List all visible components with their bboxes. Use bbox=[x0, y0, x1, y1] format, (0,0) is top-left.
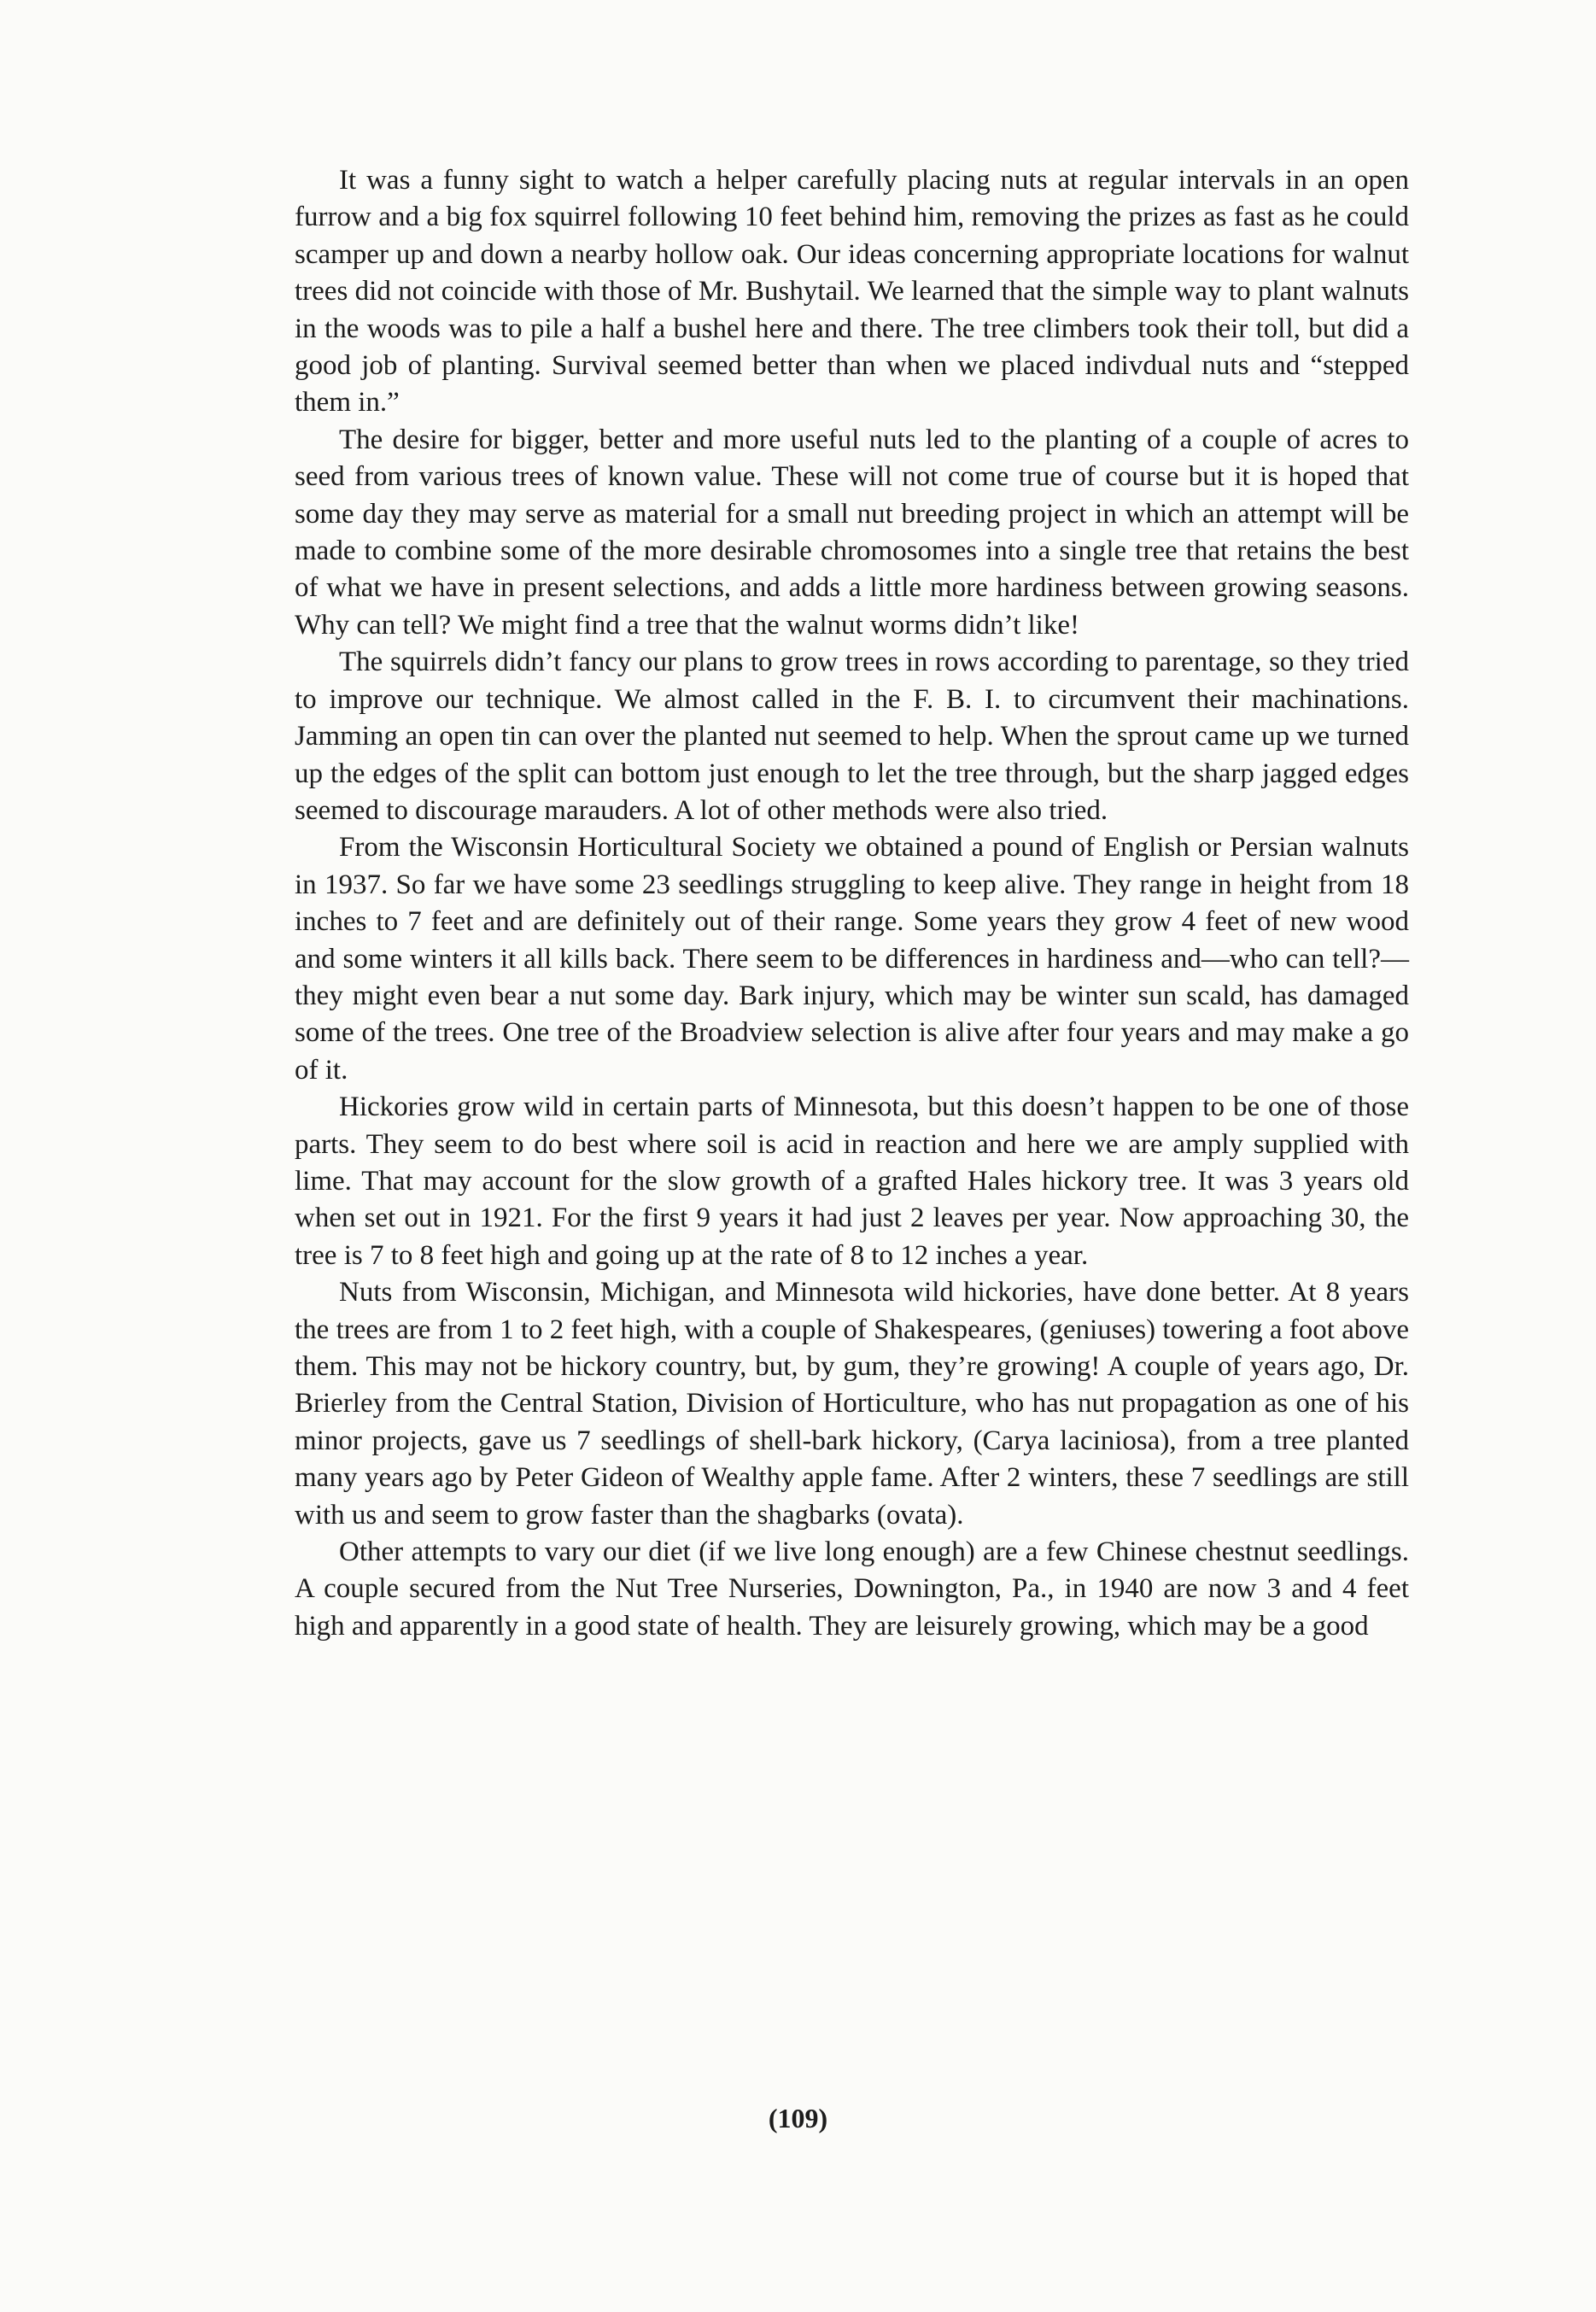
paragraph-chinese-chestnuts: Other attempts to vary our diet (if we live long enough) are a few Chinese chestnut seedlings. A couple secured from the Nut Tree Nurseries, Downington, Pa., in 1940 are now 3 and 4 feet high and apparently in a good state of health. They are leisurely growing, which may be a good bbox=[295, 1536, 1409, 1642]
paragraph-nut-breeding: The desire for bigger, better and more useful nuts led to the planting of a couple of acres to seed from various trees of known value. These will not come true of course but it is hoped that some day they may serve as material for a small nut breeding project in which an attempt will be made to combine some of the more desirable chromosomes into a single tree that retains the best of what we have in present selections, and adds a little more hardiness between growing seasons. Why can tell? We might find a tree that the walnut worms didn’t like! bbox=[295, 424, 1409, 641]
page-number: (109) bbox=[768, 2103, 828, 2133]
paragraph-squirrel-planting: It was a funny sight to watch a helper carefully placing nuts at regular intervals in an open furrow and a big fox squirrel following 10 feet behind him, removing the prizes as fast as he could scamper up and down a nearby hollow oak. Our ideas concerning appropriate locations for walnut trees did not coincide with those of Mr. Bushytail. We learned that the simple way to plant walnuts in the woods was to pile a half a bushel here and there. The tree climbers took their toll, but did a good job of planting. Survival seemed better than when we placed indivdual nuts and “stepped them in.” bbox=[295, 165, 1409, 419]
paragraph-tin-can-technique: The squirrels didn’t fancy our plans to grow trees in rows according to parentage, so they tried to improve our technique. We almost called in the F. B. I. to circumvent their machinations. Jamming an open tin can over the planted nut seemed to help. When the sprout came up we turned up the edges of the split can bottom just enough to let the tree through, but the sharp jagged edges seemed to discourage marauders. A lot of other methods were also tried. bbox=[295, 647, 1409, 826]
paragraph-hickories: Hickories grow wild in certain parts of Minnesota, but this doesn’t happen to be one of those parts. They seem to do best where soil is acid in reaction and here we are amply supplied with lime. That may account for the slow growth of a grafted Hales hickory tree. It was 3 years old when set out in 1921. For the first 9 years it had just 2 leaves per year. Now approaching 30, the tree is 7 to 8 feet high and going up at the rate of 8 to 12 inches a year. bbox=[295, 1092, 1409, 1271]
paragraph-persian-walnuts: From the Wisconsin Horticultural Society we obtained a pound of English or Persian walnuts in 1937. So far we have some 23 seedlings struggling to keep alive. They range in height from 18 inches to 7 feet and are definitely out of their range. Some years they grow 4 feet of new wood and some winters it all kills back. There seem to be differences in hardiness and—who can tell?—they might even bear a nut some day. Bark injury, which may be winter sun scald, has damaged some of the trees. One tree of the Broadview selection is alive after four years and may make a go of it. bbox=[295, 832, 1409, 1086]
body-text bbox=[295, 162, 1409, 1645]
paragraph-wild-hickories: Nuts from Wisconsin, Michigan, and Minnesota wild hickories, have done better. At 8 years the trees are from 1 to 2 feet high, with a couple of Shakespeares, (geniuses) towering a foot above them. This may not be hickory country, but, by gum, they’re growing! A couple of years ago, Dr. Brierley from the Central Station, Division of Horticulture, who has nut propagation as one of his minor projects, gave us 7 seedlings of shell-bark hickory, (Carya laciniosa), from a tree planted many years ago by Peter Gideon of Wealthy apple fame. After 2 winters, these 7 seedlings are still with us and seem to grow faster than the shagbarks (ovata). bbox=[295, 1277, 1409, 1531]
